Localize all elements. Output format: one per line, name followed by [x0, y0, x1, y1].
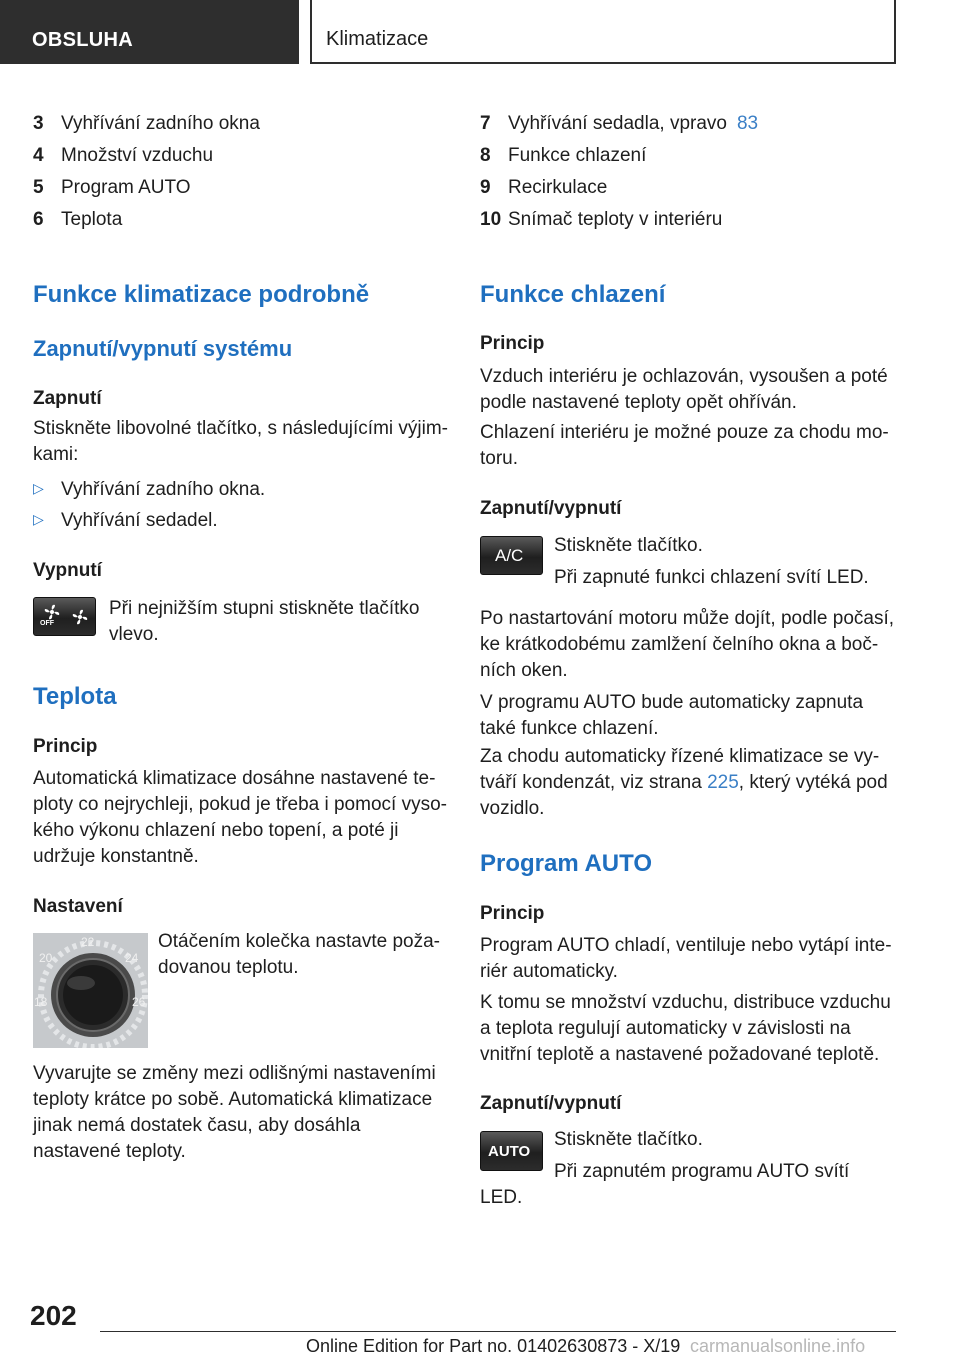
header-chapter-tab [310, 0, 896, 64]
legend-item: 5 Program AUTO [33, 177, 191, 198]
cooling-principle-text-2: Chlazení interiéru je možné pouze za chodu motoru. [480, 422, 889, 469]
footer-watermark: carmanualsonline.info [690, 1336, 866, 1356]
auto-label: AUTO [488, 1143, 531, 1160]
page-reference-link[interactable]: 225 [707, 772, 739, 793]
legend-item: 7 Vyhřívání sedadla, vpravo 83 [480, 113, 759, 134]
setting-heading: Nastavení [33, 896, 123, 917]
knob-mark: 20 [39, 951, 53, 965]
auto-principle-text-1: Program AUTO chladí, ventiluje nebo vytápí interiér automaticky. [480, 935, 892, 982]
legend-item: 4 Množství vzduchu [33, 145, 214, 166]
temperature-principle-text: Automatická klimatizace dosáhne nastavené teploty co nejrychleji, pokud je třeba i pomocí vysokého výkonu chlazení nebo topení, a poté ji udržuje konstantně. [33, 768, 447, 867]
cooling-principle-heading: Princip [480, 333, 545, 354]
auto-press-text: Stiskněte tlačítko. [554, 1129, 703, 1150]
fan-off-button-image [33, 597, 96, 636]
off-label: OFF [40, 620, 54, 627]
temperature-warning-text: Vyvarujte se změny mezi odlišnými nastaveními teploty krátce po sobě. Automatická klimatizace jinak nemá dostatek času, aby dosáhla nastavené teploty. [33, 1063, 436, 1162]
temperature-knob-image [33, 933, 148, 1048]
on-text: Stiskněte libovolné tlačítko, s následujícími výjimkami: [33, 418, 448, 465]
cooling-press-text: Stiskněte tlačítko. [554, 535, 703, 556]
cooling-onoff-heading: Zapnutí/vypnutí [480, 498, 622, 519]
triangle-bullet-icon: ▷ [33, 511, 44, 527]
legend-item: 9 Recirkulace [480, 177, 608, 198]
triangle-bullet-icon: ▷ [33, 480, 44, 496]
page-number: 202 [30, 1300, 77, 1331]
header-section-tab [0, 0, 299, 64]
auto-principle-heading: Princip [480, 903, 545, 924]
legend-item: 3 Vyhřívání zadního okna [33, 113, 260, 134]
legend-item: 6 Teplota [33, 209, 123, 230]
ac-label: A/C [495, 546, 524, 565]
knob-mark: 24 [125, 951, 139, 965]
footer-edition: Online Edition for Part no. 01402630873 - X/19 [306, 1336, 681, 1356]
cooling-led-text: Při zapnuté funkci chlazení svítí LED. [554, 567, 869, 588]
on-heading: Zapnutí [33, 388, 102, 409]
auto-onoff-heading: Zapnutí/vypnutí [480, 1093, 622, 1114]
subsection-title-auto: Program AUTO [480, 850, 653, 877]
cooling-para-3: Za chodu automaticky řízené klimatizace se vytváří kondenzát, viz strana 225, který vytéká pod vozidlo. [480, 746, 888, 819]
cooling-principle-text-1: Vzduch interiéru je ochlazován, vysoušen a poté podle nastavené teploty opět ohříván. [480, 366, 888, 413]
fan-icon [71, 608, 89, 626]
auto-led-text-1: Při zapnutém programu AUTO svítí [554, 1161, 850, 1182]
subsection-title-onoff: Zapnutí/vypnutí systému [33, 336, 293, 361]
off-heading: Vypnutí [33, 560, 102, 581]
knob-mark: 18 [34, 995, 48, 1009]
footer-divider [100, 1331, 896, 1332]
cooling-para-2: V programu AUTO bude automaticky zapnuta také funkce chlazení. [480, 692, 864, 739]
ac-button-image [480, 536, 543, 575]
page-reference-link[interactable]: 83 [736, 113, 759, 134]
bullet-item: ▷ Vyhřívání zadního okna. [33, 479, 266, 500]
bullet-item: ▷ Vyhřívání sedadel. [33, 510, 218, 531]
legend-item: 10 Snímač teploty v interiéru [480, 209, 723, 230]
temperature-principle-heading: Princip [33, 736, 98, 757]
subsection-title-temperature: Teplota [33, 683, 117, 710]
cooling-para-1: Po nastartování motoru může dojít, podle počasí, ke krátkodobému zamlžení čelního okna a bočních oken. [480, 608, 895, 681]
header-section-label: OBSLUHA [32, 29, 133, 51]
section-title: Funkce klimatizace podrobně [33, 281, 370, 308]
subsection-title-cooling: Funkce chlazení [480, 281, 666, 308]
legend-item: 8 Funkce chlazení [480, 145, 647, 166]
fan-icon [43, 603, 61, 621]
knob-mark: 22 [81, 935, 95, 949]
auto-button-image [480, 1131, 543, 1171]
knob-mark: 26 [132, 995, 146, 1009]
setting-text: Otáčením kolečka nastavte požadovanou teplotu. [158, 931, 440, 978]
auto-principle-text-2: K tomu se množství vzduchu, distribuce vzduchu a teplota regulují automaticky v závislosti na vnitřní teplotě a nastavené požadované teplotě. [480, 992, 891, 1065]
header-chapter-label: Klimatizace [326, 28, 429, 50]
auto-led-text-2: LED. [480, 1187, 523, 1208]
off-text: Při nejnižším stupni stiskněte tlačítko vlevo. [109, 598, 420, 645]
